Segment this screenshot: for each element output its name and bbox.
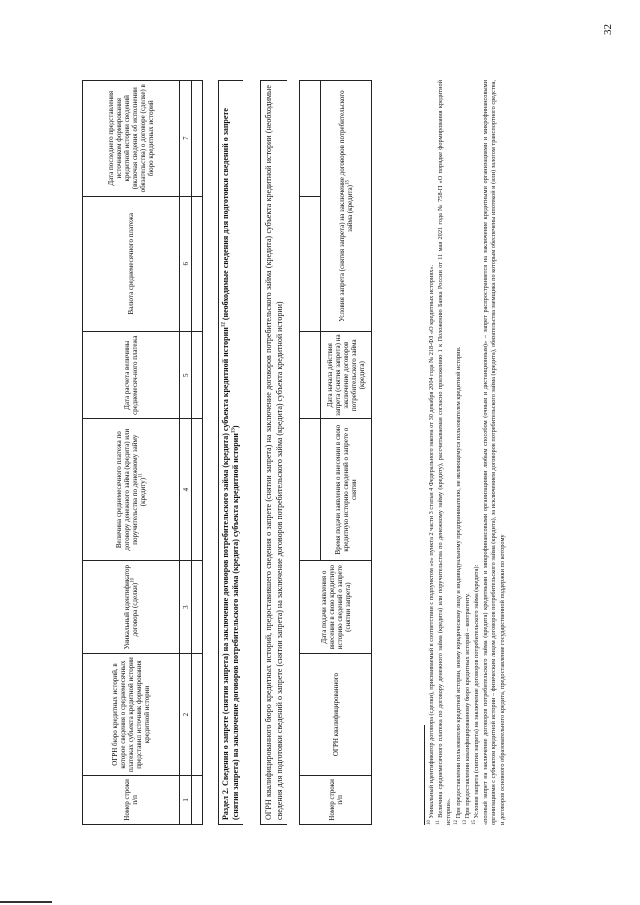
empty-cell [192,654,203,775]
column-number: 3 [180,560,192,653]
table2-header: Дата начала действия запрета (снятия запрета) на заключение договоров потребительского займа (кредита) [321,332,372,419]
table2-empty [300,332,321,419]
footnotes [424,80,508,825]
page-number: 32 [602,24,614,35]
table1-header: Уникальный идентификатор договора (сделки)$^{10}$ [83,560,180,653]
table2-empty [300,81,321,197]
table2-header: Условия запрета (снятия запрета) на заключение договоров потребительского займа (кредита)$^{15}$ [321,81,372,332]
table1-header: Валюта среднемесячного платежа [83,196,180,332]
empty-cell [192,560,203,653]
empty-cell [192,332,203,419]
section-paragraph: ОГРН квалифицированного бюро кредитных историй, предоставившего сведения о запрете (снятии запрета) на заключение договоров потребительского займа (кредита) субъекта кредитной истории (необходимые сведения для подготовки сведений о запрете (снятии запрета) на заключение договоров потребительского займа (кредита) субъекта кредитной истории) [260,80,287,825]
empty-cell [192,419,203,561]
scan-edge-mark [0,901,52,903]
table1-header: Дата последнего представления источником формирования кредитной истории сведений (включая сведения об исполнении обязательства) о договоре (сделке) в бюро кредитных историй [83,81,180,197]
footnote: $^{13}$ При предоставлении квалифицированному бюро кредитных историй – контрагенту. [462,593,471,825]
average-payments-table [82,80,203,825]
credit-ban-table [299,80,372,825]
table2-empty [300,419,321,561]
table1-header: Дата расчета величины среднемесяч-ного платежа [83,332,180,419]
footnote: $^{12}$ При предоставлении пользователю кредитной истории, иному юридическому лицу и индивидуальному предпринимателю, не являющемуся пользователем кредитной истории. [453,346,462,825]
footnote-rule [424,725,425,825]
column-number: 6 [180,196,192,332]
table1-header: Величина среднемесячного платежа по договору денежного займа (кредита) или поручительства по денежному займу (кредиту)$^{11}$ [83,419,180,561]
footnote: $^{15}$ Условия запрета (снятия запрета) на заключение договоров потребительского займа (кредита): [471,564,481,825]
empty-cell [192,81,203,197]
column-number: 4 [180,419,192,561]
column-number: 5 [180,332,192,419]
table2-empty [300,196,321,332]
empty-cell [192,196,203,332]
footnote: $^{10}$ Уникальный идентификатор договора (сделки), присваиваемый в соответствии с подпунктом «о» пункта 2 части 3 статьи 4 Федерального закона от 30 декабря 2004 года № 218-ФЗ «О кредитных историях». [426,264,435,825]
empty-cell [192,775,203,824]
footnote: $^{11}$ Величина среднемесячного платежа по договору денежного займа (кредита) или поручительства по денежному займу (кредиту), рассчитываемая согласно приложению 1 к Положению Банка России от 11 мая 2021 года № 758-П «О порядке формирования кредитной истории». [436,80,453,825]
table2-header: Дата подачи заявления о внесении в свою кредитную историю сведений о запрете (снятии запрета) [300,560,372,653]
column-number: 1 [180,775,192,824]
table2-header: Номер строки п/п [300,775,372,824]
column-number: 2 [180,654,192,775]
table1-header: ОГРН бюро кредитных историй, в которое сведения о среднемесячных платежах субъекта кредитной истории представил источник формирования кредитной истории [83,654,180,775]
footnote: «полный запрет на заключение договоров потребительского займа (кредита) кредитными и микрофинансовыми организациями любым способом (очным и дистанционным)» – запрет распространяется на заключение кредитными организациями и микрофинансовыми организациями с субъектом кредитной истории – физическим лицом договоров потребительского займа (кредита), за исключением договоров потребительского займа (кредита), обязательства заемщика по которым обеспечены ипотекой и (или) залогом транспортного средства, и договоров основного образовательного кредита, предоставление государственной поддержки по которому [482,80,506,825]
table1-header: Номер строки п/п [83,775,180,824]
column-number: 7 [180,81,192,197]
table2-header: Время подачи заявления о внесении в свою кредитную историю сведений о запрете о снятии [321,419,372,561]
table2-header: ОГРН квалифицированного [300,654,372,775]
section-heading: Раздел 2. Сведения о запрете (снятии запрета) на заключение договоров потребительского займа (кредита) субъекта кредитной истории$^{12}$ (необходимые сведения для подготовки сведений о запрете (снятии запрета) на заключение договоров потребительского займа (кредита) субъекта кредитной истории$^{13}$) [218,80,243,825]
